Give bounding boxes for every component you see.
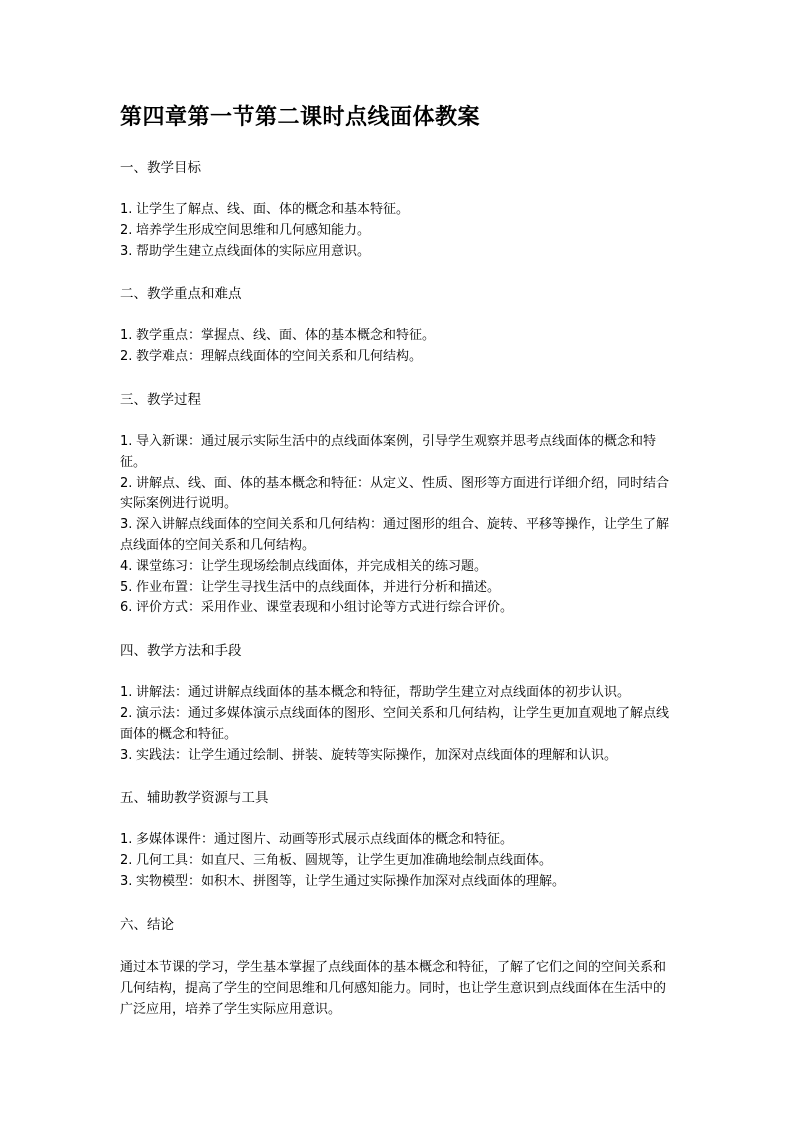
item-text: 作业布置：让学生寻找生活中的点线面体，并进行分析和描述。: [136, 579, 501, 595]
list-item: [120, 347, 676, 368]
item-number: 1.: [120, 433, 133, 449]
item-number: 1.: [120, 202, 133, 217]
item-text: 演示法：通过多媒体演示点线面体的图形、空间关系和几何结构，让学生更加直观地了解点线面体的概念和特征。: [120, 705, 670, 742]
document-page: [120, 98, 676, 1020]
list-item: [120, 557, 676, 578]
item-number: 2.: [120, 349, 133, 365]
item-number: 1.: [120, 685, 133, 701]
section-methods: [120, 641, 676, 766]
item-text: 评价方式：采用作业、课堂表现和小组讨论等方式进行综合评价。: [136, 600, 514, 616]
item-text: 深入讲解点线面体的空间关系和几何结构：通过图形的组合、旋转、平移等操作，让学生了解点线面体的空间关系和几何结构。: [120, 517, 670, 553]
list-item: [120, 200, 676, 221]
list-item: [120, 830, 676, 851]
key-points-list: [120, 326, 676, 368]
section-heading: 五、辅助教学资源与工具: [120, 790, 269, 807]
list-item: [120, 851, 676, 872]
section-key-points: [120, 284, 676, 368]
list-item: [120, 578, 676, 599]
item-text: 讲解法：通过讲解点线面体的基本概念和特征，帮助学生建立对点线面体的初步认识。: [136, 685, 631, 701]
item-number: 5.: [120, 579, 133, 595]
list-item: [120, 474, 676, 516]
list-item: [120, 432, 676, 474]
item-text: 实践法：让学生通过绘制、拼装、旋转等实际操作，加深对点线面体的理解和认识。: [136, 747, 618, 763]
item-number: 3.: [120, 517, 133, 533]
item-text: 实物模型：如积木、拼图等，让学生通过实际操作加深对点线面体的理解。: [136, 873, 566, 889]
list-item: [120, 221, 676, 242]
item-number: 6.: [120, 600, 133, 616]
item-number: 3.: [120, 243, 133, 259]
item-number: 2.: [120, 705, 133, 721]
section-heading: 三、教学过程: [120, 391, 201, 408]
item-text: 几何工具：如直尺、三角板、圆规等，让学生更加准确地绘制点线面体。: [136, 853, 553, 869]
item-number: 1.: [120, 832, 133, 848]
section-resources: [120, 788, 676, 892]
process-list: [120, 432, 676, 619]
section-conclusion: [120, 915, 676, 1020]
item-number: 2.: [120, 853, 133, 869]
item-text: 帮助学生建立点线面体的实际应用意识。: [136, 243, 371, 259]
item-text: 课堂练习：让学生现场绘制点线面体，并完成相关的练习题。: [136, 558, 488, 574]
list-item: [120, 683, 676, 704]
list-item: [120, 598, 676, 619]
document-title: 第四章第一节第二课时点线面体教案: [120, 105, 481, 130]
item-text: 教学难点：理解点线面体的空间关系和几何结构。: [136, 349, 423, 365]
section-heading: 一、教学目标: [120, 160, 201, 176]
item-text: 讲解点、线、面、体的基本概念和特征：从定义、性质、图形等方面进行详细介绍，同时结合实际案例进行说明。: [120, 475, 670, 512]
resources-list: [120, 830, 676, 892]
item-number: 3.: [120, 873, 133, 889]
item-number: 2.: [120, 222, 133, 238]
objectives-list: [120, 200, 676, 262]
section-process: [120, 390, 676, 619]
section-heading: 六、结论: [120, 916, 174, 933]
list-item: [120, 242, 676, 263]
list-item: [120, 746, 676, 767]
section-heading: 二、教学重点和难点: [120, 286, 242, 303]
list-item: [120, 515, 676, 557]
item-number: 2.: [120, 475, 133, 491]
section-heading: 四、教学方法和手段: [120, 643, 242, 660]
item-text: 导入新课：通过展示实际生活中的点线面体案例，引导学生观察并思考点线面体的概念和特征。: [120, 433, 657, 470]
list-item: [120, 872, 676, 893]
section-objectives: [120, 158, 676, 262]
item-number: 4.: [120, 558, 133, 574]
item-text: 让学生了解点、线、面、体的概念和基本特征。: [136, 202, 410, 217]
list-item: [120, 704, 676, 746]
item-number: 1.: [120, 328, 133, 344]
item-text: 多媒体课件：通过图片、动画等形式展示点线面体的概念和特征。: [136, 832, 514, 848]
item-text: 培养学生形成空间思维和几何感知能力。: [136, 222, 371, 238]
list-item: [120, 326, 676, 347]
item-text: 教学重点：掌握点、线、面、体的基本概念和特征。: [136, 328, 436, 344]
conclusion-paragraph: 通过本节课的学习，学生基本掌握了点线面体的基本概念和特征，了解了它们之间的空间关系和几何结构，提高了学生的空间思维和几何感知能力。同时，也让学生意识到点线面体在生活中的广泛应用，培养了学生实际应用意识。: [120, 959, 667, 1017]
methods-list: [120, 683, 676, 766]
item-number: 3.: [120, 747, 133, 763]
